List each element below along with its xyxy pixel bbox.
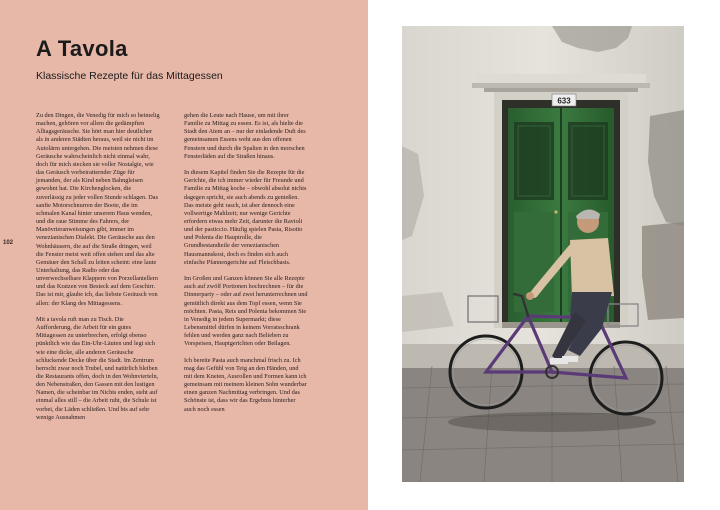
- paragraph: Im Großen und Ganzen können Sie alle Rezepte auch auf zwölf Portionen hochrechnen – für die Dinnerparty – oder auf zwei herunterrechnen und gemütlich direkt aus dem Topf essen, wenn Sie möchten. Pasta, Reis und Polenta bekommen Sie in Venedig in jedem Supermarkt; diese Lebensmittel dürfen in keinem Vorratsschrank fehlen und werden ganz nach Belieben zu Vorspeisen, Hauptgerichten oder Beilagen.: [184, 275, 308, 348]
- paragraph: gehen die Leute nach Hause, um mit ihrer Familie zu Mittag zu essen. Es ist, als hielte die Stadt den Atem an – nur der einladende Duft des gemeinsamen Essens weht aus den offenen Fenstern und durch die Spalten in den morschen Fensterläden auf die Straßen hinaus.: [184, 112, 306, 160]
- paragraph: Ich bereite Pasta auch manchmal frisch zu. Ich mag das Gefühl von Teig an den Händen, und mit dem Kneten, Ausrollen und Formen kann ich gemeinsam mit meinem kleinen Sohn wunderbar einen ganzen Nachmittag verbringen. Und das Schönste ist, dass wir das Ergebnis hinterher auch noch essen: [184, 356, 307, 413]
- house-number: 633: [557, 96, 571, 106]
- text-column-2: [184, 112, 308, 414]
- chapter-title: A Tavola: [36, 36, 128, 61]
- chapter-subtitle: Klassische Rezepte für das Mittagessen: [36, 70, 223, 82]
- text-column-1: [36, 112, 160, 422]
- exposed-bricks: [642, 222, 684, 320]
- paragraph: Zu den Dingen, die Venedig für mich so heimelig machen, gehören vor allem die gedämpften Alltagsgeräusche. Sie hört man hier deutlicher als in anderen Städten heraus, weil sie nicht im Autolärm untergehen. Die meisten nehmen diese Geräusche wahrscheinlich nicht einmal wahr, doch für mich stecken sie voller Nostalgie, wie das Geräusch vorbeiratternder Züge für jemanden, der als Kind neben Bahngleisen gewohnt hat. Die Kirchenglocken, die zuverlässig zu jeder vollen Stunde schlagen. Das sanfte Motorschnurren der Boote, die im schmalen Kanal hinter unserem Haus wenden, und die raue Stimme des Fahrers, der Manövrieranweisungen gibt, immer im venezianischen Dialekt. Die Geräusche aus den Wohnhäusern, die auf die Straße dringen, weil die Fenster meist weit offen stehen und das alte Gemäuer den Schall zu leiten scheint: eine laute Unterhaltung, das Radio oder das unverwechselbare Klappern von Porzellantellern und das Kratzen von Besteck auf dem Geschirr. Das ist mir, glaube ich, das liebste Geräusch von allen: der Klang des Mittagessens.: [36, 112, 160, 307]
- paragraph: In diesem Kapitel finden Sie die Rezepte für die Gerichte, die ich immer wieder für Freunde und Familie zu Mittag koche – obwohl absolut nichts dagegen spricht, sie auch abends zu genießen. Das meiste geht rasch, ist aber dennoch eine vollwertige Mahlzeit; nur wenige Gerichte erfordern etwas mehr Zeit, darunter die Ravioli und der pasticcio. Häufig spielen Pasta, Risotto und Polenta die Hauptrolle, die Grundbestandteile der venezianischen Hausmannskost, doch es finden sich auch einfache Pfannengerichte auf Fleischbasis.: [184, 169, 307, 266]
- page-number: 102: [3, 240, 14, 246]
- photo-man-cycling-past-green-door: [402, 26, 684, 482]
- paragraph: Mit a tavola ruft man zu Tisch. Die Aufforderung, die Arbeit für ein gutes Mittagessen zu unterbrechen, erfolgt ebenso pünktlich wie das Ein-Uhr-Läuten und legt sich wie eine dicke, alle anderen Geräusche schluckende Decke über die Stadt. Im Zentrum herrscht zwar noch Trubel, und natürlich bleiben die Restaurants offen, doch in den Wohnvierteln, den Nebenstraßen, den Gassen mit den lustigen Namen, die scheinbar im Nichts enden, steht auf einmal alles still – die Arbeit ruht, die Schule ist vorbei, die Läden schließen. Und bis auf sehr wenige Ausnahmen: [36, 315, 159, 421]
- right-page: [368, 0, 720, 510]
- cornice: [476, 74, 646, 84]
